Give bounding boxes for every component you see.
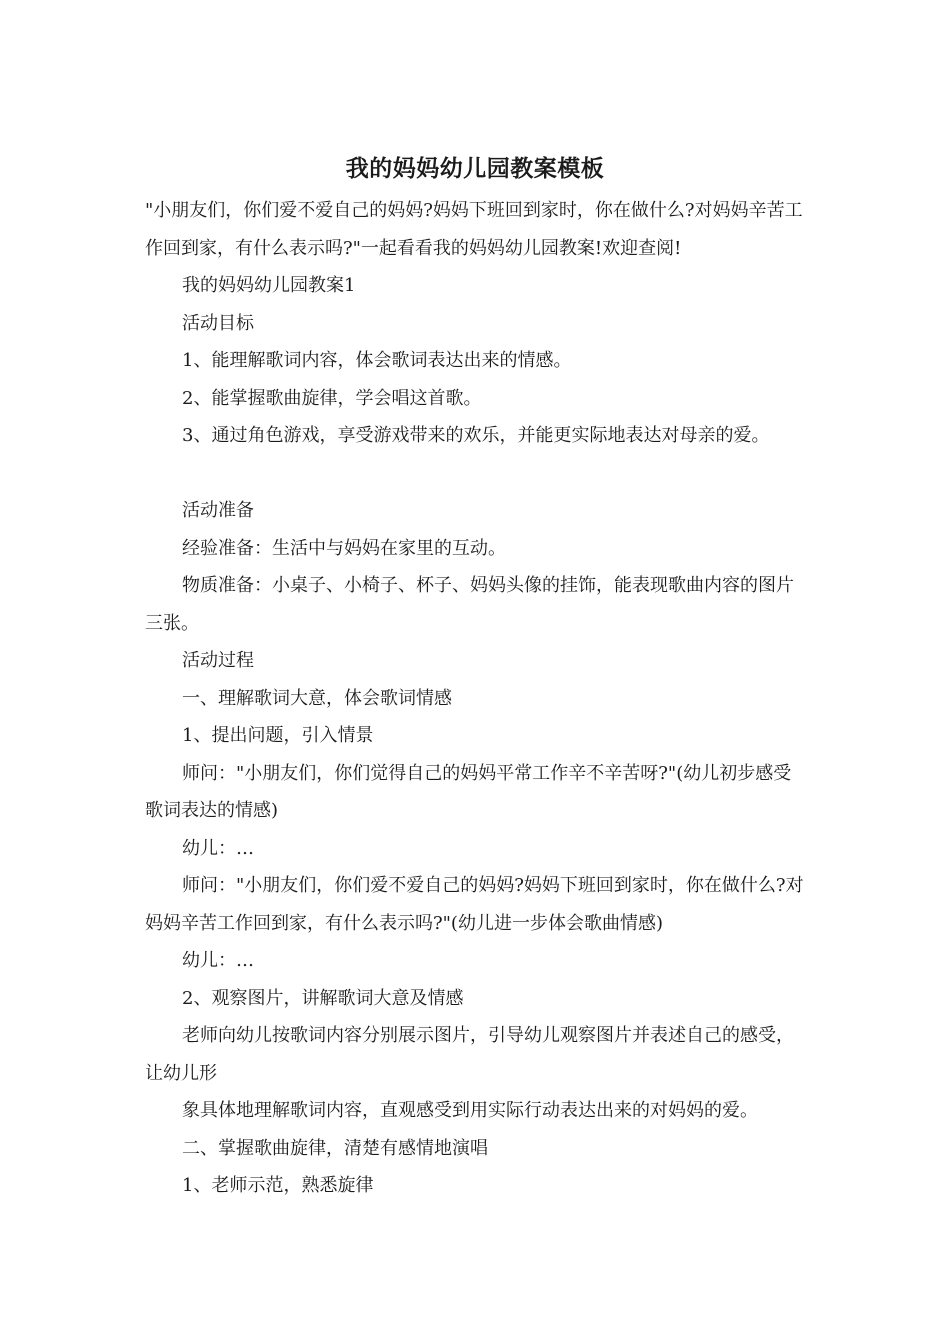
teacher-question-2: 师问："小朋友们，你们爱不爱自己的妈妈?妈妈下班回到家时，你在做什么?对妈妈辛苦工作回到家，有什么表示吗?"(幼儿进一步体会歌曲情感): [145, 875, 804, 934]
heading-activity-goals: 活动目标: [182, 312, 254, 334]
intro-paragraph: "小朋友们，你们爱不爱自己的妈妈?妈妈下班回到家时，你在做什么?对妈妈辛苦工作回到家，有什么表示吗?"一起看看我的妈妈幼儿园教案!欢迎查阅!: [145, 200, 803, 259]
goal-item-3: 3、通过角色游戏，享受游戏带来的欢乐，并能更实际地表达对母亲的爱。: [182, 425, 770, 446]
goal-item-2: 2、能掌握歌曲旋律，学会唱这首歌。: [182, 387, 482, 409]
heading-activity-preparation: 活动准备: [182, 500, 254, 521]
experience-preparation: 经验准备：生活中与妈妈在家里的互动。: [182, 537, 506, 559]
heading-activity-process: 活动过程: [182, 650, 254, 671]
section-heading-plan-1: 我的妈妈幼儿园教案1: [182, 275, 356, 296]
material-preparation: 物质准备：小桌子、小椅子、杯子、妈妈头像的挂饰，能表现歌曲内容的图片三张。: [145, 575, 794, 634]
document-body: [145, 192, 809, 1205]
process-step-1-heading: 一、理解歌词大意，体会歌词情感: [182, 687, 452, 709]
goal-item-1: 1、能理解歌词内容，体会歌词表达出来的情感。: [182, 350, 572, 371]
teacher-question-1: 师问："小朋友们，你们觉得自己的妈妈平常工作辛不辛苦呀?"(幼儿初步感受歌词表达的情感): [145, 762, 792, 821]
child-answer-2: 幼儿：…: [182, 950, 254, 971]
process-step-2-substep-1: 1、老师示范，熟悉旋律: [182, 1175, 374, 1196]
document-title: 我的妈妈幼儿园教案模板: [345, 156, 605, 182]
process-substep-1: 1、提出问题，引入情景: [182, 725, 374, 746]
process-substep-2: 2、观察图片，讲解歌词大意及情感: [182, 987, 464, 1009]
child-answer-1: 幼儿：…: [182, 837, 254, 859]
picture-observation-continued: 象具体地理解歌词内容，直观感受到用实际行动表达出来的对妈妈的爱。: [182, 1100, 758, 1121]
process-step-2-heading: 二、掌握歌曲旋律，清楚有感情地演唱: [182, 1137, 488, 1159]
picture-observation-text: 老师向幼儿按歌词内容分别展示图片，引导幼儿观察图片并表述自己的感受，让幼儿形: [145, 1025, 794, 1084]
